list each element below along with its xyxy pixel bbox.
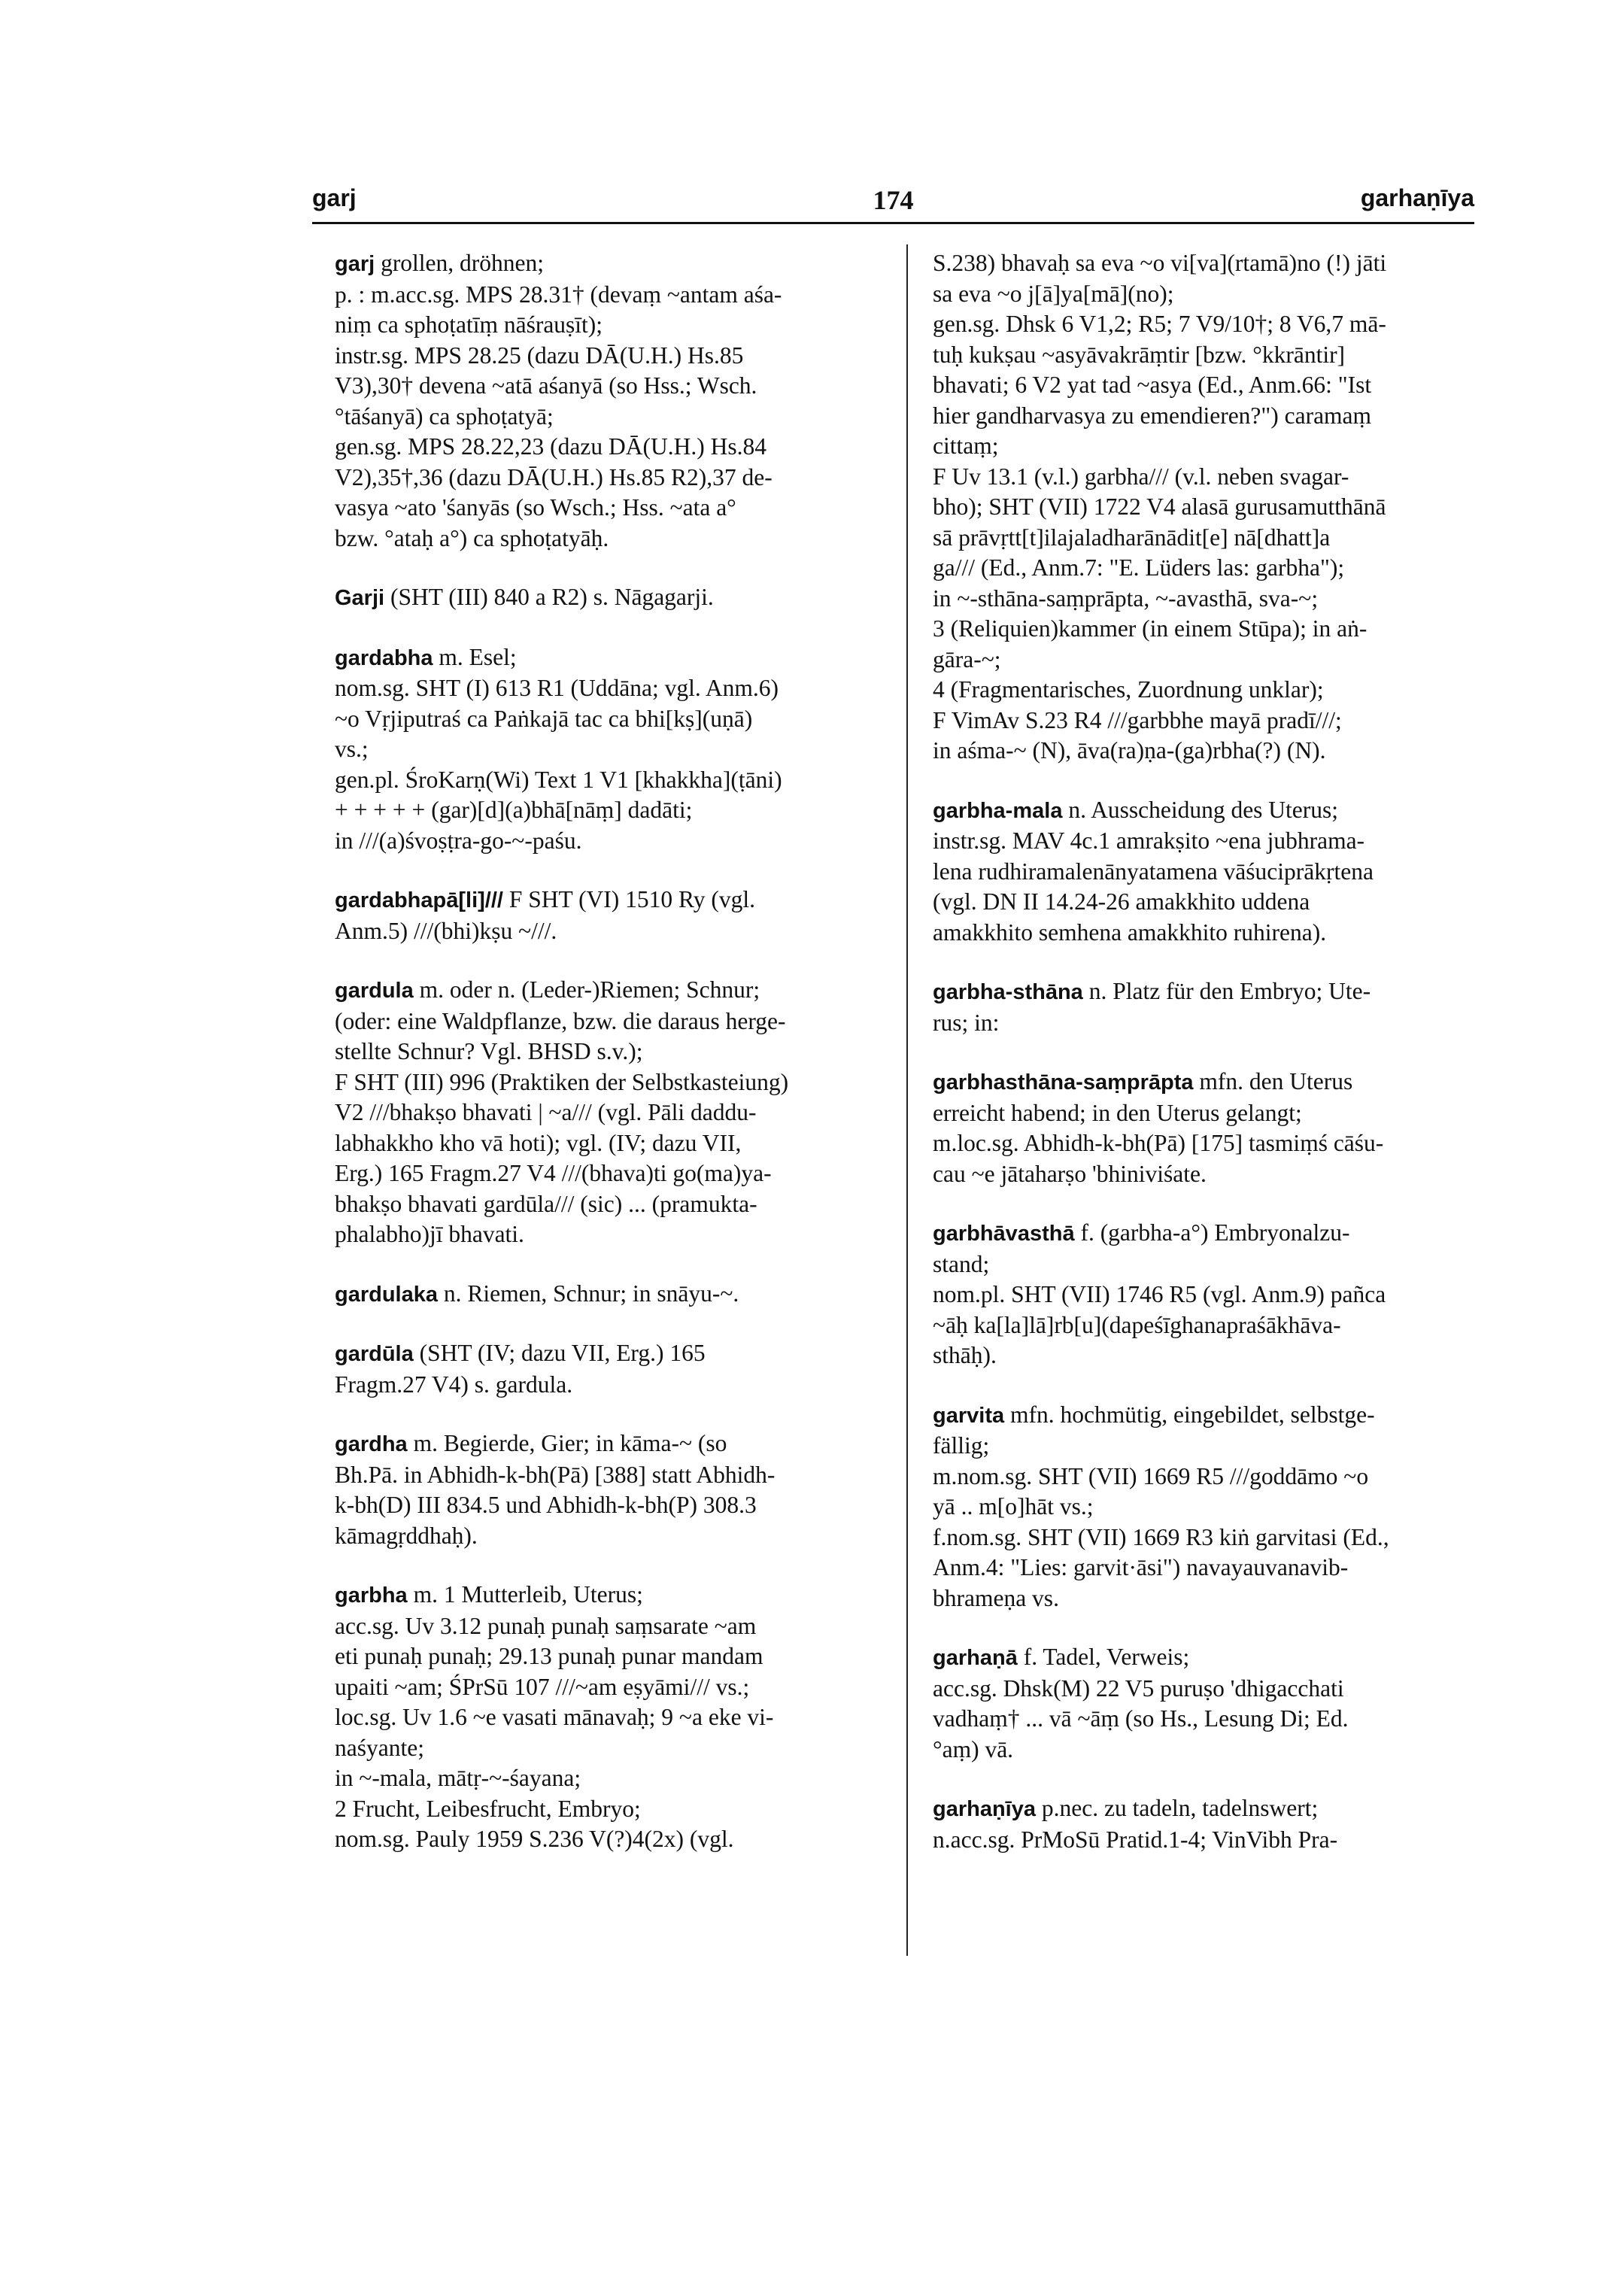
entry-line: in ~-sthāna-saṃprāpta, ~-avasthā, sva-~;: [933, 584, 1319, 612]
entry-line: in aśma-~ (N), āva(ra)ṇa-(ga)rbha(?) (N).: [933, 737, 1326, 764]
entry-line: instr.sg. MAV 4c.1 amrakṣito ~ena jubhrama-: [933, 827, 1365, 854]
entry-line: m.loc.sg. Abhidh-k-bh(Pā) [175] tasmiṃś cāśu-: [933, 1130, 1384, 1156]
entry-line: V3),30† devena ~atā aśanyā (so Hss.; Wsch.: [335, 372, 757, 399]
entry-line: rus; in:: [933, 1009, 1000, 1036]
entry-headline: gardula m. oder n. (Leder-)Riemen; Schnur;: [335, 976, 760, 1003]
entry-line: bho); SHT (VII) 1722 V4 alasā gurusamutthānā: [933, 493, 1386, 520]
entry-headline: garbha m. 1 Mutterleib, Uterus;: [335, 1581, 643, 1608]
entry-headline: garbhāvasthā f. (garbha-a°) Embryonalzu-: [933, 1219, 1350, 1246]
entry-headline: Garji (SHT (III) 840 a R2) s. Nāgagarji.: [335, 584, 714, 610]
entry-line: vadhaṃ† ... vā ~āṃ (so Hs., Lesung Di; Ed.: [933, 1705, 1349, 1732]
entry-line: labhakkho kho vā hoti); vgl. (IV; dazu VII,: [335, 1129, 742, 1156]
entry-line: ~o Vṛjiputraś ca Paṅkajā tac ca bhi[kṣ](uṇā): [335, 705, 753, 732]
entry-line: yā .. m[o]hāt vs.;: [933, 1493, 1094, 1520]
entry-line: hier gandharvasya zu emendieren?") caramaṃ: [933, 402, 1372, 429]
entry-line: kāmagṛddhaḥ).: [335, 1522, 478, 1549]
entry-line: loc.sg. Uv 1.6 ~e vasati mānavaḥ; 9 ~a eke vi-: [335, 1704, 774, 1730]
left-column: [335, 248, 888, 1884]
entry-line: fällig;: [933, 1432, 990, 1459]
entry-headline: garj grollen, dröhnen;: [335, 250, 545, 276]
dictionary-entry: [335, 1428, 888, 1551]
page-number: 174: [873, 185, 914, 215]
entry-line: n.acc.sg. PrMoSū Pratid.1-4; VinVibh Pra-: [933, 1826, 1338, 1853]
entry-line: instr.sg. MPS 28.25 (dazu DĀ(U.H.) Hs.85: [335, 342, 744, 369]
entry-line: sā prāvṛtt[t]ilajaladharānādit[e] nā[dhatt]a: [933, 524, 1331, 551]
entry-headline: garhaṇā f. Tadel, Verweis;: [933, 1644, 1190, 1670]
dictionary-entry: [933, 1218, 1474, 1371]
entry-line: 3 (Reliquien)kammer (in einem Stūpa); in aṅ-: [933, 615, 1367, 642]
dictionary-entry: [335, 248, 888, 554]
entry-line: Bh.Pā. in Abhidh-k-bh(Pā) [388] statt Abhidh-: [335, 1461, 776, 1488]
entry-line: upaiti ~am; ŚPrSū 107 ///~am eṣyāmi/// vs.;: [335, 1673, 750, 1700]
entry-line: (oder: eine Waldpflanze, bzw. die daraus herge-: [335, 1007, 786, 1034]
entry-line: ga/// (Ed., Anm.7: "E. Lüders las: garbha");: [933, 554, 1345, 581]
entry-line: tuḥ kukṣau ~asyāvakrāṃtir [bzw. °kkrāntir]: [933, 341, 1346, 368]
entry-line: eti punaḥ punaḥ; 29.13 punaḥ punar mandam: [335, 1643, 763, 1669]
dictionary-entry: [933, 1642, 1474, 1765]
entry-line: cittaṃ;: [933, 433, 999, 459]
entry-line: °aṃ) vā.: [933, 1735, 1014, 1762]
dictionary-entry: [335, 1279, 888, 1310]
entry-line: Anm.5) ///(bhi)kṣu ~///.: [335, 917, 557, 944]
entry-line: 2 Frucht, Leibesfrucht, Embryo;: [335, 1795, 641, 1822]
dictionary-entry: [933, 1793, 1474, 1855]
entry-line: stand;: [933, 1250, 990, 1277]
dictionary-entry: [335, 582, 888, 614]
entry-line: + + + + + (gar)[d](a)bhā[nāṃ] dadāti;: [335, 797, 693, 823]
right-column: [933, 248, 1474, 1884]
entry-headline: gardha m. Begierde, Gier; in kāma-~ (so: [335, 1430, 727, 1456]
dictionary-entry: [933, 976, 1474, 1038]
entry-line: k-bh(D) III 834.5 und Abhidh-k-bh(P) 308.3: [335, 1492, 757, 1518]
entry-headline: garbha-sthāna n. Platz für den Embryo; Ute-: [933, 978, 1371, 1004]
entry-line: ~āḥ ka[la]lā]rb[u](dapeśīghanapraśākhāva-: [933, 1311, 1341, 1338]
entry-line: phalabho)jī bhavati.: [335, 1221, 524, 1247]
entry-line: vs.;: [335, 736, 369, 762]
entry-line: f.nom.sg. SHT (VII) 1669 R3 kiṅ garvitasi (Ed.,: [933, 1523, 1389, 1550]
entry-headline: S.238) bhavaḥ sa eva ~o vi[va](rtamā)no (!) jāti: [933, 250, 1387, 276]
dictionary-entry: [335, 885, 888, 946]
entry-line: amakkhito semhena amakkhito ruhirena).: [933, 918, 1327, 946]
dictionary-entry: [933, 1067, 1474, 1189]
entry-line: 4 (Fragmentarisches, Zuordnung unklar);: [933, 676, 1324, 703]
entry-line: Erg.) 165 Fragm.27 V4 ///(bhava)ti go(ma)ya-: [335, 1160, 772, 1186]
entry-line: in ~-mala, mātṛ-~-śayana;: [335, 1765, 581, 1791]
entry-line: lena rudhiramalenānyatamena vāśuciprākṛtena: [933, 858, 1374, 885]
entry-line: bhavati; 6 V2 yat tad ~asya (Ed., Anm.66: "Ist: [933, 372, 1372, 398]
dictionary-entry: [335, 1338, 888, 1400]
entry-headline: garbhasthāna-saṃprāpta mfn. den Uterus: [933, 1068, 1353, 1095]
entry-line: (vgl. DN II 14.24-26 amakkhito uddena: [933, 888, 1310, 915]
entry-line: V2),35†,36 (dazu DĀ(U.H.) Hs.85 R2),37 de-: [335, 463, 773, 490]
entry-line: bhrameṇa vs.: [933, 1584, 1059, 1611]
entry-line: V2 ///bhakṣo bhavati | ~a/// (vgl. Pāli daddu-: [335, 1099, 757, 1125]
entry-line: in ///(a)śvoṣṭra-go-~-paśu.: [335, 827, 582, 854]
entry-headline: gardūla (SHT (IV; dazu VII, Erg.) 165: [335, 1340, 706, 1366]
dictionary-entry: [335, 1580, 888, 1855]
entry-line: nom.sg. Pauly 1959 S.236 V(?)4(2x) (vgl.: [335, 1826, 734, 1852]
column-divider: [906, 244, 908, 1956]
running-head-left: garj: [312, 184, 357, 211]
entry-line: bhakṣo bhavati gardūla/// (sic) ... (pramukta-: [335, 1190, 757, 1217]
dictionary-entry: [933, 795, 1474, 949]
entry-line: acc.sg. Dhsk(M) 22 V5 puruṣo 'dhigacchati: [933, 1674, 1344, 1702]
entry-headline: garhaṇīya p.nec. zu tadeln, tadelnswert;: [933, 1795, 1319, 1821]
entry-line: Anm.4: "Lies: garvit·āsi") navayauvanavib-: [933, 1554, 1349, 1580]
entry-line: gen.sg. MPS 28.22,23 (dazu DĀ(U.H.) Hs.84: [335, 433, 766, 460]
entry-line: vasya ~ato 'śanyās (so Wsch.; Hss. ~ata a°: [335, 494, 736, 521]
entry-line: nom.pl. SHT (VII) 1746 R5 (vgl. Anm.9) pañca: [933, 1281, 1386, 1307]
dictionary-entry: [335, 975, 888, 1250]
entry-headline: gardabha m. Esel;: [335, 643, 517, 670]
entry-line: sthāḥ).: [933, 1342, 997, 1368]
entry-line: m.nom.sg. SHT (VII) 1669 R5 ///goddāmo ~o: [933, 1462, 1369, 1489]
entry-line: gen.pl. ŚroKarṇ(Wi) Text 1 V1 [khakkha](ṭāni): [335, 766, 782, 793]
entry-line: p. : m.acc.sg. MPS 28.31† (devaṃ ~antam aśa-: [335, 281, 782, 308]
entry-line: erreicht habend; in den Uterus gelangt;: [933, 1099, 1302, 1126]
entry-line: acc.sg. Uv 3.12 punaḥ punaḥ saṃsarate ~am: [335, 1612, 757, 1639]
entry-line: °tāśanyā) ca sphoṭatyā;: [335, 402, 554, 430]
entry-line: F Uv 13.1 (v.l.) garbha/// (v.l. neben svagar-: [933, 463, 1349, 490]
header-rule: [312, 222, 1474, 224]
dictionary-entry: [933, 248, 1474, 767]
entry-line: stellte Schnur? Vgl. BHSD s.v.);: [335, 1038, 643, 1064]
entry-line: F SHT (III) 996 (Praktiken der Selbstkasteiung): [335, 1068, 789, 1095]
entry-line: naśyante;: [335, 1734, 424, 1761]
entry-line: niṃ ca sphoṭatīṃ nāśrauṣīt);: [335, 311, 603, 338]
running-head-right: garhaṇīya: [1360, 184, 1474, 211]
entry-headline: garvita mfn. hochmütig, eingebildet, selbstge-: [933, 1401, 1375, 1428]
entry-line: nom.sg. SHT (I) 613 R1 (Uddāna; vgl. Anm.6): [335, 675, 779, 701]
entry-line: F VimAv S.23 R4 ///garbbhe mayā pradī///;: [933, 706, 1342, 733]
entry-headline: gardabhapā[li]/// F SHT (VI) 1510 Ry (vgl.: [335, 886, 756, 912]
entry-line: cau ~e jātaharṣo 'bhiniviśate.: [933, 1160, 1207, 1187]
entry-line: Fragm.27 V4) s. gardula.: [335, 1371, 573, 1398]
dictionary-entry: [335, 642, 888, 857]
entry-line: gen.sg. Dhsk 6 V1,2; R5; 7 V9/10†; 8 V6,7 mā-: [933, 311, 1386, 337]
entry-line: bzw. °ataḥ a°) ca sphoṭatyāḥ.: [335, 524, 609, 551]
entry-headline: gardulaka n. Riemen, Schnur; in snāyu-~.: [335, 1280, 739, 1307]
entry-line: gāra-~;: [933, 645, 1001, 672]
entry-headline: garbha-mala n. Ausscheidung des Uterus;: [933, 796, 1339, 823]
entry-line: sa eva ~o j[ā]ya[mā](no);: [933, 280, 1174, 307]
dictionary-entry: [933, 1400, 1474, 1614]
